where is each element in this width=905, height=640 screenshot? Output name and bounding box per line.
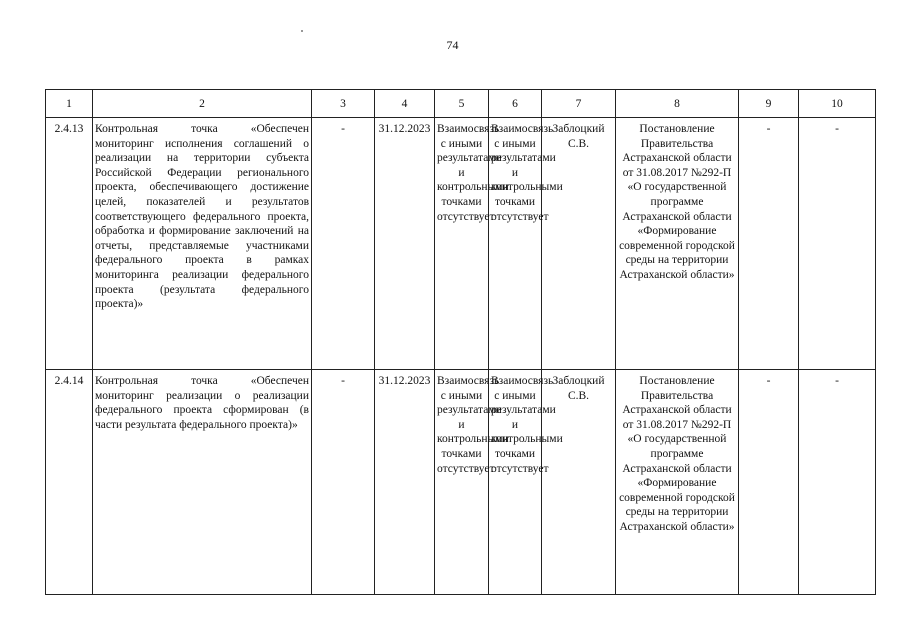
column-10-value: - — [799, 118, 876, 370]
header-cell: 3 — [312, 90, 375, 118]
control-point-name: Контрольная точка «Обеспечен мониторинг реализации о реализации федерального проекта сформирован (в части результата федерального проекта)» — [93, 370, 312, 595]
header-cell: 2 — [93, 90, 312, 118]
control-point-name: Контрольная точка «Обеспечен мониторинг исполнения соглашений о реализации на территории субъекта Российской Федерации регионального проекта, обеспечивающего достижение целей, показателей и результатов соответствующего федерального проекта, обработка и формирование заключений на отчеты, представляемые участниками федерального проекта в рамках мониторинга реализации федерального проекта (результата федерального проекта)» — [93, 118, 312, 370]
program-table — [45, 89, 876, 595]
due-date: 31.12.2023 — [375, 118, 435, 370]
column-10-value: - — [799, 370, 876, 595]
responsible-person: Заблоцкий С.В. — [542, 118, 616, 370]
header-cell: 7 — [542, 90, 616, 118]
column-9-value: - — [739, 370, 799, 595]
header-cell: 10 — [799, 90, 876, 118]
column-9-value: - — [739, 118, 799, 370]
header-cell: 4 — [375, 90, 435, 118]
legal-document: Постановление Правительства Астраханской области от 31.08.2017 №292-П «О государственной программе Астраханской области «Формирование современной городской среды на территории Астраханской области» — [616, 118, 739, 370]
header-cell: 1 — [46, 90, 93, 118]
legal-document: Постановление Правительства Астраханской области от 31.08.2017 №292-П «О государственной программе Астраханской области «Формирование современной городской среды на территории Астраханской области» — [616, 370, 739, 595]
column-3-value: - — [312, 118, 375, 370]
page-number: 74 — [446, 38, 459, 52]
due-date: 31.12.2023 — [375, 370, 435, 595]
scan-speck — [301, 30, 303, 32]
relationship-text: Взаимосвязь с иными результатами и контрольными точками отсутствует — [435, 370, 489, 595]
relationship-text: Взаимосвязь с иными результатами и контрольными точками отсутствует — [489, 370, 542, 595]
header-cell: 8 — [616, 90, 739, 118]
table-row — [46, 370, 876, 595]
row-number: 2.4.14 — [46, 370, 93, 595]
column-3-value: - — [312, 370, 375, 595]
header-row — [46, 90, 876, 118]
row-number: 2.4.13 — [46, 118, 93, 370]
header-cell: 5 — [435, 90, 489, 118]
relationship-text: Взаимосвязь с иными результатами и контрольными точками отсутствует — [435, 118, 489, 370]
responsible-person: Заблоцкий С.В. — [542, 370, 616, 595]
table-row — [46, 118, 876, 370]
relationship-text: Взаимосвязь с иными результатами и контрольными точками отсутствует — [489, 118, 542, 370]
header-cell: 6 — [489, 90, 542, 118]
header-cell: 9 — [739, 90, 799, 118]
